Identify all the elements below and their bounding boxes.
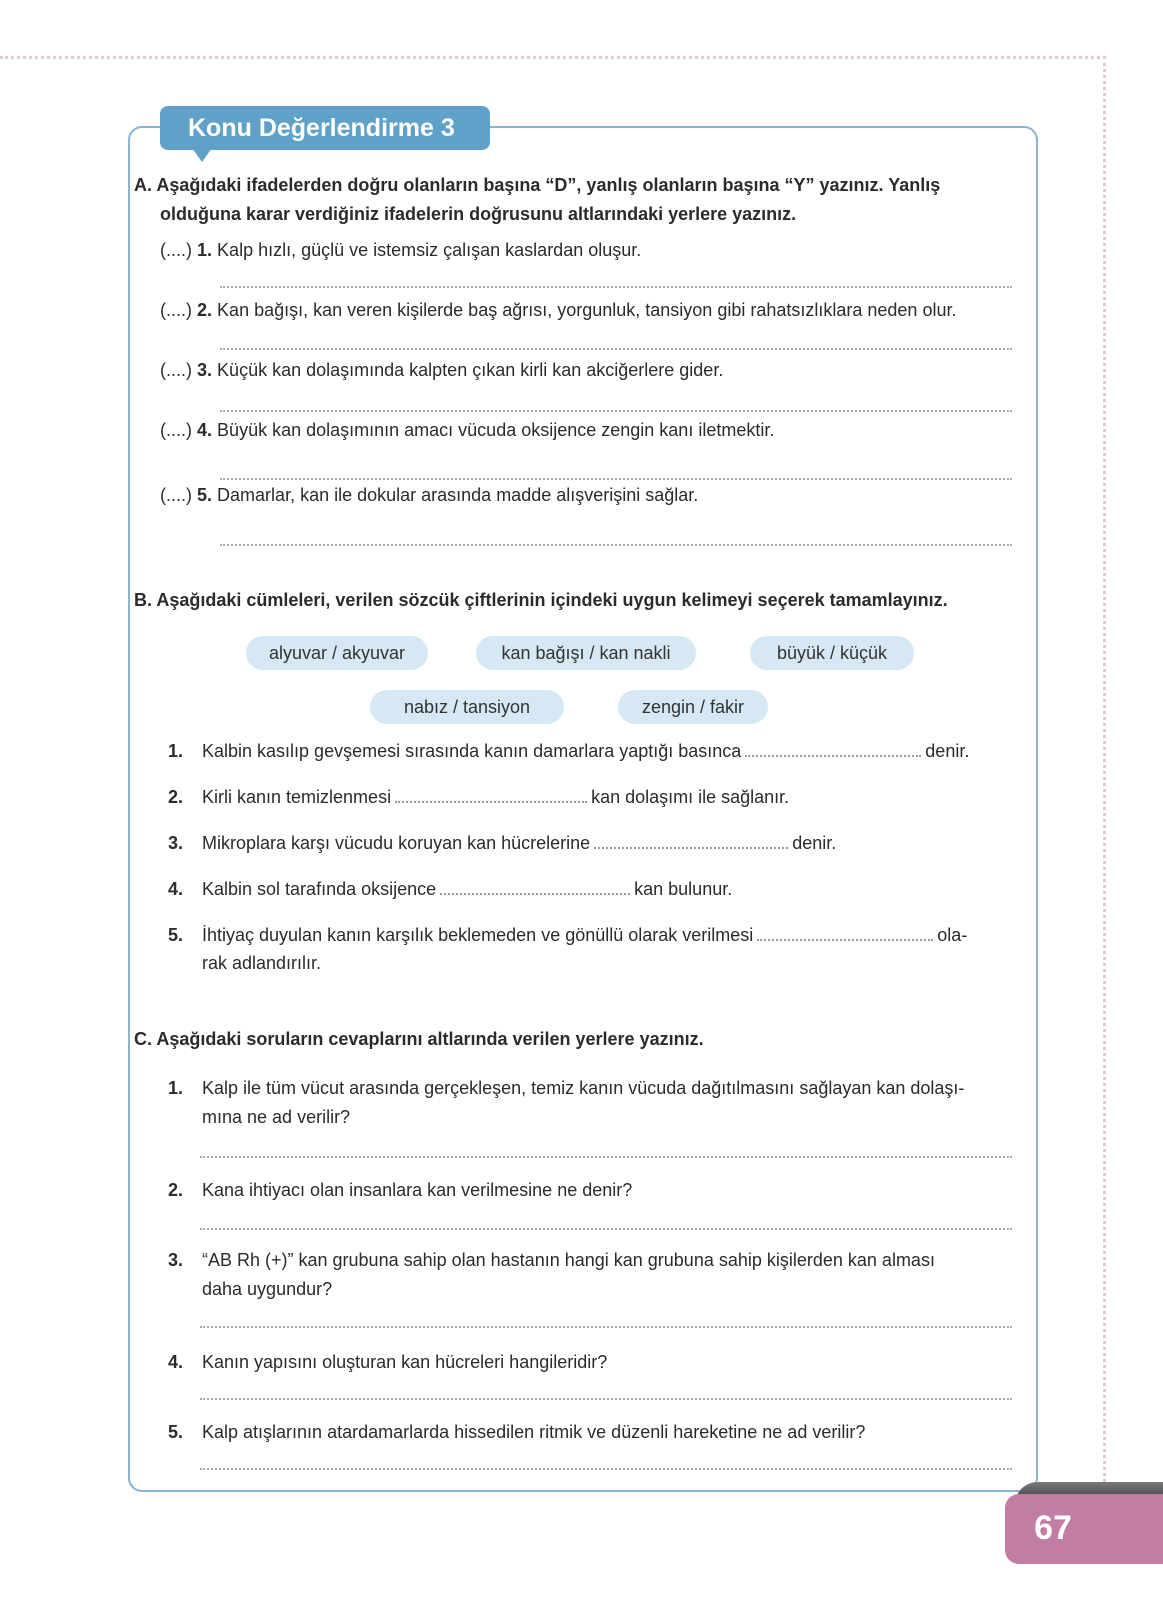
question-text: “AB Rh (+)” kan grubuna sahip olan hastanın hangi kan grubuna sahip kişilerden kan alması: [202, 1250, 935, 1270]
question-4: [168, 1348, 1028, 1377]
fill-sentence-5: [168, 921, 967, 950]
sentence-number: 4.: [168, 879, 184, 899]
fill-blank[interactable]: [745, 741, 921, 757]
statement-number: 5.: [197, 485, 213, 505]
statement-1: [160, 236, 641, 265]
section-b-letter: B.: [134, 590, 152, 610]
decorative-dotted-border-right: [1103, 56, 1106, 1506]
sentence-number: 1.: [168, 741, 184, 761]
sentence-text-end: ola-: [937, 925, 968, 945]
decorative-dotted-border-top: [0, 56, 1100, 59]
title-tag-pointer: [192, 148, 212, 162]
question-number: 2.: [168, 1180, 184, 1200]
word-pair-2: kan bağışı / kan nakli: [476, 636, 696, 670]
statement-3: [160, 356, 723, 385]
statement-number: 2.: [197, 300, 213, 320]
answer-line-1[interactable]: [220, 286, 1012, 288]
word-pair-3: büyük / küçük: [750, 636, 914, 670]
sentence-number: 3.: [168, 833, 184, 853]
word-pair-1: alyuvar / akyuvar: [246, 636, 428, 670]
fill-sentence-4: [168, 875, 732, 904]
question-answer-line-3[interactable]: [200, 1326, 1012, 1328]
answer-mark[interactable]: (....): [160, 240, 192, 260]
section-b-heading: [134, 585, 1034, 615]
sentence-text: Kirli kanın temizlenmesi: [202, 787, 392, 807]
question-3-continued: daha uygundur?: [202, 1279, 333, 1299]
section-c-instruction: Aşağıdaki soruların cevaplarını altlarında verilen yerlere yazınız.: [156, 1029, 704, 1049]
question-number: 1.: [168, 1078, 184, 1098]
question-text: Kana ihtiyacı olan insanlara kan verilmesine ne denir?: [202, 1180, 633, 1200]
answer-line-5[interactable]: [220, 544, 1012, 546]
question-answer-line-4[interactable]: [200, 1398, 1012, 1400]
sentence-number: 5.: [168, 925, 184, 945]
question-number: 5.: [168, 1422, 184, 1442]
answer-mark[interactable]: (....): [160, 485, 192, 505]
statement-number: 4.: [197, 420, 213, 440]
statement-2: [160, 296, 956, 325]
fill-sentence-2: [168, 783, 789, 812]
question-answer-line-2[interactable]: [200, 1228, 1012, 1230]
question-5: [168, 1418, 1028, 1447]
section-c-heading: [134, 1024, 1014, 1054]
question-number: 4.: [168, 1352, 184, 1372]
section-b-instruction: Aşağıdaki cümleleri, verilen sözcük çiftlerinin içindeki uygun kelimeyi seçerek tamamlayınız.: [156, 590, 948, 610]
sentence-text: Kalbin sol tarafında oksijence: [202, 879, 437, 899]
statement-5: [160, 481, 698, 510]
worksheet-title: Konu Değerlendirme 3: [160, 106, 490, 150]
section-a-instruction-line1: Aşağıdaki ifadelerden doğru olanların başına “D”, yanlış olanların başına “Y” yazınız. Yanlış: [156, 175, 941, 195]
statement-text: Damarlar, kan ile dokular arasında madde alışverişini sağlar.: [217, 485, 699, 505]
fill-blank[interactable]: [757, 925, 933, 941]
statement-text: Büyük kan dolaşımının amacı vücuda oksijence zengin kanı iletmektir.: [217, 420, 775, 440]
answer-line-4[interactable]: [220, 478, 1012, 480]
question-1-continued: mına ne ad verilir?: [202, 1107, 351, 1127]
sentence-text-end: denir.: [925, 741, 970, 761]
statement-text: Kalp hızlı, güçlü ve istemsiz çalışan kaslardan oluşur.: [217, 240, 642, 260]
answer-mark[interactable]: (....): [160, 300, 192, 320]
question-text: Kalp ile tüm vücut arasında gerçekleşen, temiz kanın vücuda dağıtılmasını sağlayan kan dolaşı-: [202, 1078, 965, 1098]
fill-blank[interactable]: [594, 833, 788, 849]
answer-mark[interactable]: (....): [160, 420, 192, 440]
sentence-text-end: kan dolaşımı ile sağlanır.: [591, 787, 790, 807]
statement-4: [160, 416, 774, 445]
section-a-letter: A.: [134, 175, 152, 195]
answer-line-3[interactable]: [220, 410, 1012, 412]
sentence-text: Mikroplara karşı vücudu koruyan kan hücrelerine: [202, 833, 591, 853]
question-1: [168, 1074, 1028, 1103]
statement-number: 1.: [197, 240, 213, 260]
sentence-text: İhtiyaç duyulan kanın karşılık beklemeden ve gönüllü olarak verilmesi: [202, 925, 754, 945]
fill-blank[interactable]: [395, 787, 587, 803]
sentence-number: 2.: [168, 787, 184, 807]
answer-line-2[interactable]: [220, 348, 1012, 350]
question-number: 3.: [168, 1250, 184, 1270]
question-text: Kanın yapısını oluşturan kan hücreleri hangileridir?: [202, 1352, 608, 1372]
fill-sentence-3: [168, 829, 836, 858]
question-3: [168, 1246, 1028, 1275]
fill-sentence-1: [168, 737, 969, 766]
statement-text: Küçük kan dolaşımında kalpten çıkan kirli kan akciğerlere gider.: [217, 360, 724, 380]
word-pair-4: nabız / tansiyon: [370, 690, 564, 724]
section-c-letter: C.: [134, 1029, 152, 1049]
fill-sentence-5-continued: rak adlandırılır.: [202, 953, 322, 973]
sentence-text-end: kan bulunur.: [634, 879, 733, 899]
section-a-heading: [134, 170, 1014, 200]
question-text: Kalp atışlarının atardamarlarda hissedilen ritmik ve düzenli hareketine ne ad verilir?: [202, 1422, 866, 1442]
statement-text: Kan bağışı, kan veren kişilerde baş ağrısı, yorgunluk, tansiyon gibi rahatsızlıklara neden olur.: [217, 300, 957, 320]
answer-mark[interactable]: (....): [160, 360, 192, 380]
page-number: 67: [1034, 1509, 1072, 1547]
sentence-text: Kalbin kasılıp gevşemesi sırasında kanın damarlara yaptığı basınca: [202, 741, 742, 761]
question-answer-line-5[interactable]: [200, 1468, 1012, 1470]
question-2: [168, 1176, 1028, 1205]
section-a-instruction-line2: olduğuna karar verdiğiniz ifadelerin doğrusunu altlarındaki yerlere yazınız.: [160, 204, 797, 224]
sentence-text-end: denir.: [792, 833, 837, 853]
question-answer-line-1[interactable]: [200, 1156, 1012, 1158]
statement-number: 3.: [197, 360, 213, 380]
word-pair-5: zengin / fakir: [618, 690, 768, 724]
fill-blank[interactable]: [440, 879, 630, 895]
